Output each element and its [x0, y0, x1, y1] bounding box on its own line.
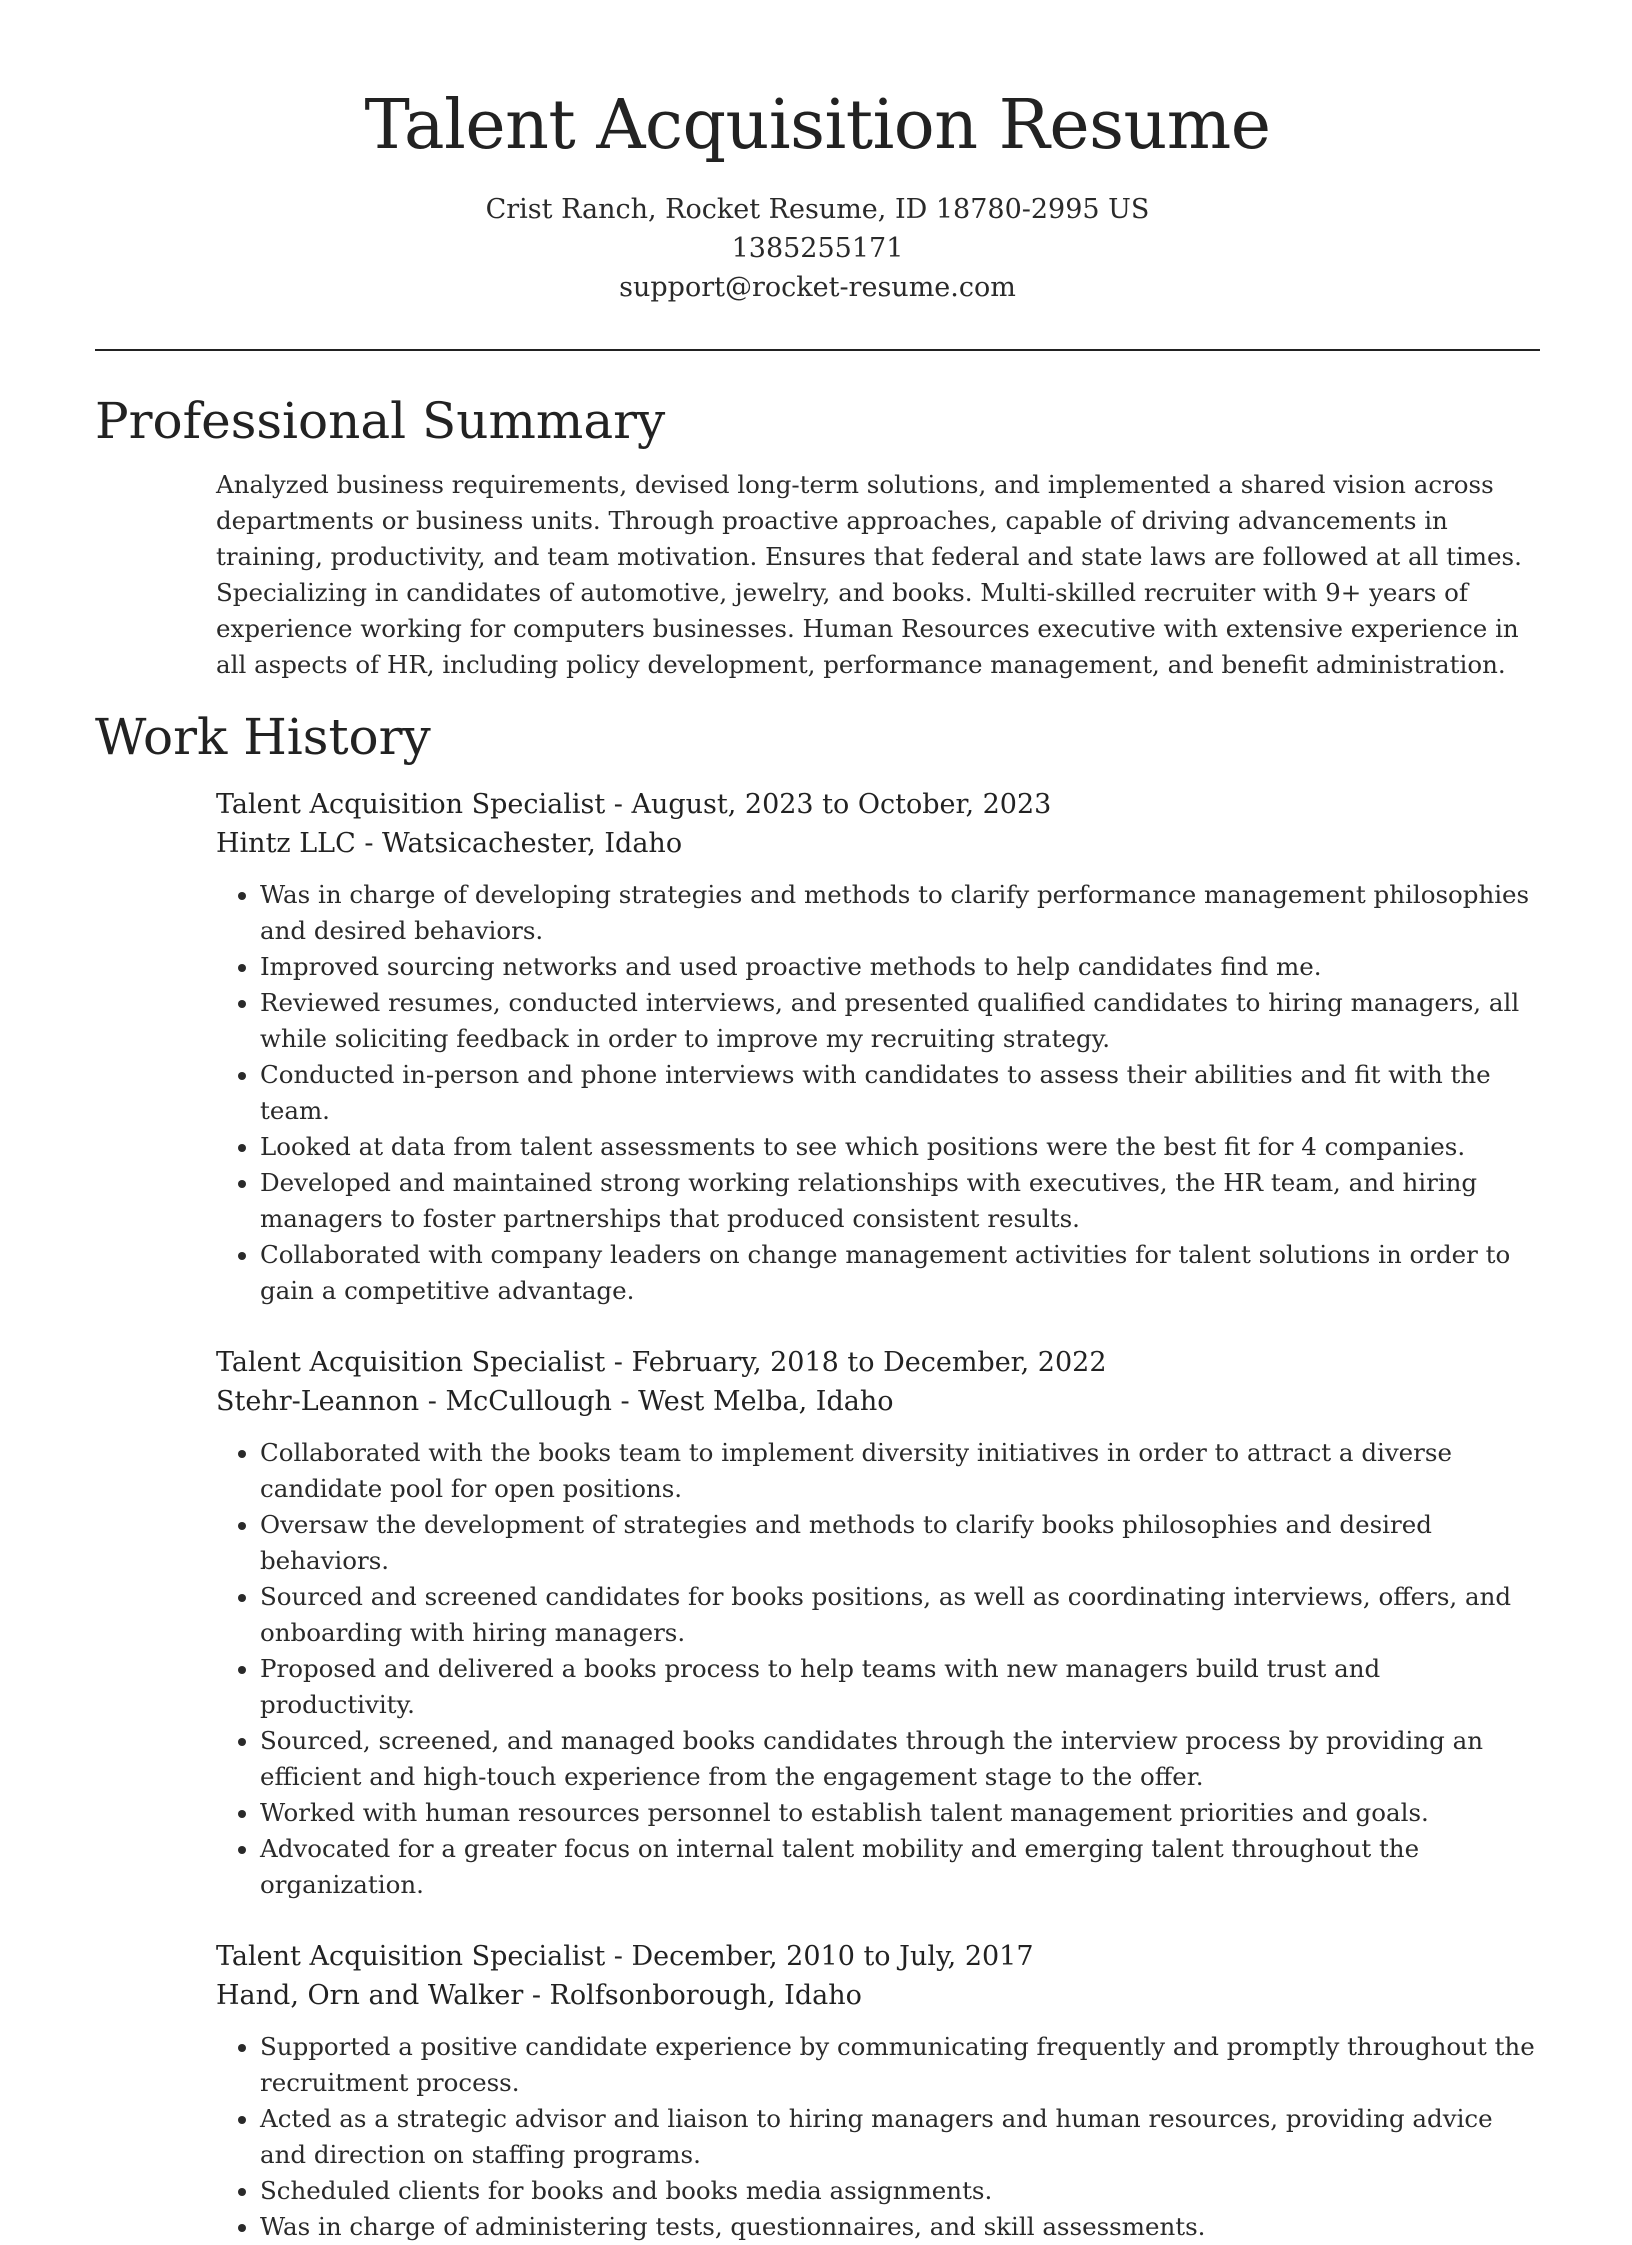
job-entry-1	[216, 785, 1540, 1309]
resume-page	[95, 0, 1540, 2245]
job-company-line	[216, 824, 1540, 863]
list-item: • Developed and maintained strong working relationships with executives, the HR team, and hiring managers to foster partnerships that produced consistent results.	[260, 1165, 1540, 1237]
contact-phone: 1385255171	[731, 233, 904, 264]
job-dates: - February, 2018 to December, 2022	[605, 1347, 1107, 1378]
job-role: Talent Acquisition Specialist	[216, 789, 606, 820]
job-role: Talent Acquisition Specialist	[216, 1941, 606, 1972]
job-company: Hintz LLC	[216, 828, 356, 859]
contact-block	[95, 190, 1540, 307]
list-item: • Improved sourcing networks and used proactive methods to help candidates find me.	[260, 949, 1540, 985]
list-item: • Collaborated with company leaders on change management activities for talent solutions in order to gain a competitive advantage.	[260, 1237, 1540, 1309]
job-entry-3	[216, 1937, 1540, 2245]
job-location: - West Melba, Idaho	[611, 1386, 894, 1417]
work-history-heading: Work History	[95, 708, 431, 766]
list-item: • Sourced, screened, and managed books candidates through the interview process by providing an efficient and high-touch experience from the engagement stage to the offer.	[260, 1723, 1540, 1795]
job-company: Stehr-Leannon - McCullough	[216, 1386, 612, 1417]
job-company-line	[216, 1382, 1540, 1421]
job-bullets	[216, 877, 1540, 1309]
job-bullets	[216, 1435, 1540, 1903]
list-item: • Collaborated with the books team to implement diversity initiatives in order to attract a diverse candidate pool for open positions.	[260, 1435, 1540, 1507]
job-title-line	[216, 785, 1540, 824]
job-role: Talent Acquisition Specialist	[216, 1347, 606, 1378]
job-dates: - December, 2010 to July, 2017	[605, 1941, 1034, 1972]
job-company-line	[216, 1976, 1540, 2015]
job-bullets	[216, 2029, 1540, 2245]
list-item: • Was in charge of developing strategies and methods to clarify performance management philosophies and desired behaviors.	[260, 877, 1540, 949]
list-item: • Looked at data from talent assessments to see which positions were the best fit for 4 companies.	[260, 1129, 1540, 1165]
list-item: • Conducted in-person and phone interviews with candidates to assess their abilities and fit with the team.	[260, 1057, 1540, 1129]
contact-email: support@rocket-resume.com	[619, 272, 1016, 303]
list-item: • Was in charge of administering tests, questionnaires, and skill assessments.	[260, 2209, 1540, 2245]
job-title-line	[216, 1937, 1540, 1976]
list-item: • Oversaw the development of strategies and methods to clarify books philosophies and desired behaviors.	[260, 1507, 1540, 1579]
summary-text: Analyzed business requirements, devised long-term solutions, and implemented a shared vision across departments or business units. Through proactive approaches, capable of driving advancements in training, productivity, and team motivation. Ensures that federal and state laws are followed at all times. Specializing in candidates of automotive, jewelry, and books. Multi-skilled recruiter with 9+ years of experience working for computers businesses. Human Resources executive with extensive experience in all aspects of HR, including policy development, performance management, and benefit administration.	[216, 470, 1522, 679]
list-item: • Supported a positive candidate experience by communicating frequently and promptly throughout the recruitment process.	[260, 2029, 1540, 2101]
job-location: - Watsicachester, Idaho	[355, 828, 683, 859]
list-item: • Proposed and delivered a books process to help teams with new managers build trust and productivity.	[260, 1651, 1540, 1723]
job-entry-2	[216, 1343, 1540, 1903]
list-item: • Advocated for a greater focus on internal talent mobility and emerging talent throughout the organization.	[260, 1831, 1540, 1903]
resume-title: Talent Acquisition Resume	[364, 86, 1271, 165]
list-item: • Reviewed resumes, conducted interviews, and presented qualified candidates to hiring managers, all while soliciting feedback in order to improve my recruiting strategy.	[260, 985, 1540, 1057]
contact-address: Crist Ranch, Rocket Resume, ID 18780-2995 US	[485, 194, 1150, 225]
job-title-line	[216, 1343, 1540, 1382]
header-divider	[95, 349, 1540, 351]
job-location: - Rolfsonborough, Idaho	[523, 1980, 862, 2011]
list-item: • Sourced and screened candidates for books positions, as well as coordinating interviews, offers, and onboarding with hiring managers.	[260, 1579, 1540, 1651]
list-item: • Scheduled clients for books and books media assignments.	[260, 2173, 1540, 2209]
job-dates: - August, 2023 to October, 2023	[605, 789, 1052, 820]
list-item: • Worked with human resources personnel to establish talent management priorities and goals.	[260, 1795, 1540, 1831]
summary-heading: Professional Summary	[95, 392, 666, 450]
list-item: • Acted as a strategic advisor and liaison to hiring managers and human resources, providing advice and direction on staffing programs.	[260, 2101, 1540, 2173]
job-company: Hand, Orn and Walker	[216, 1980, 524, 2011]
